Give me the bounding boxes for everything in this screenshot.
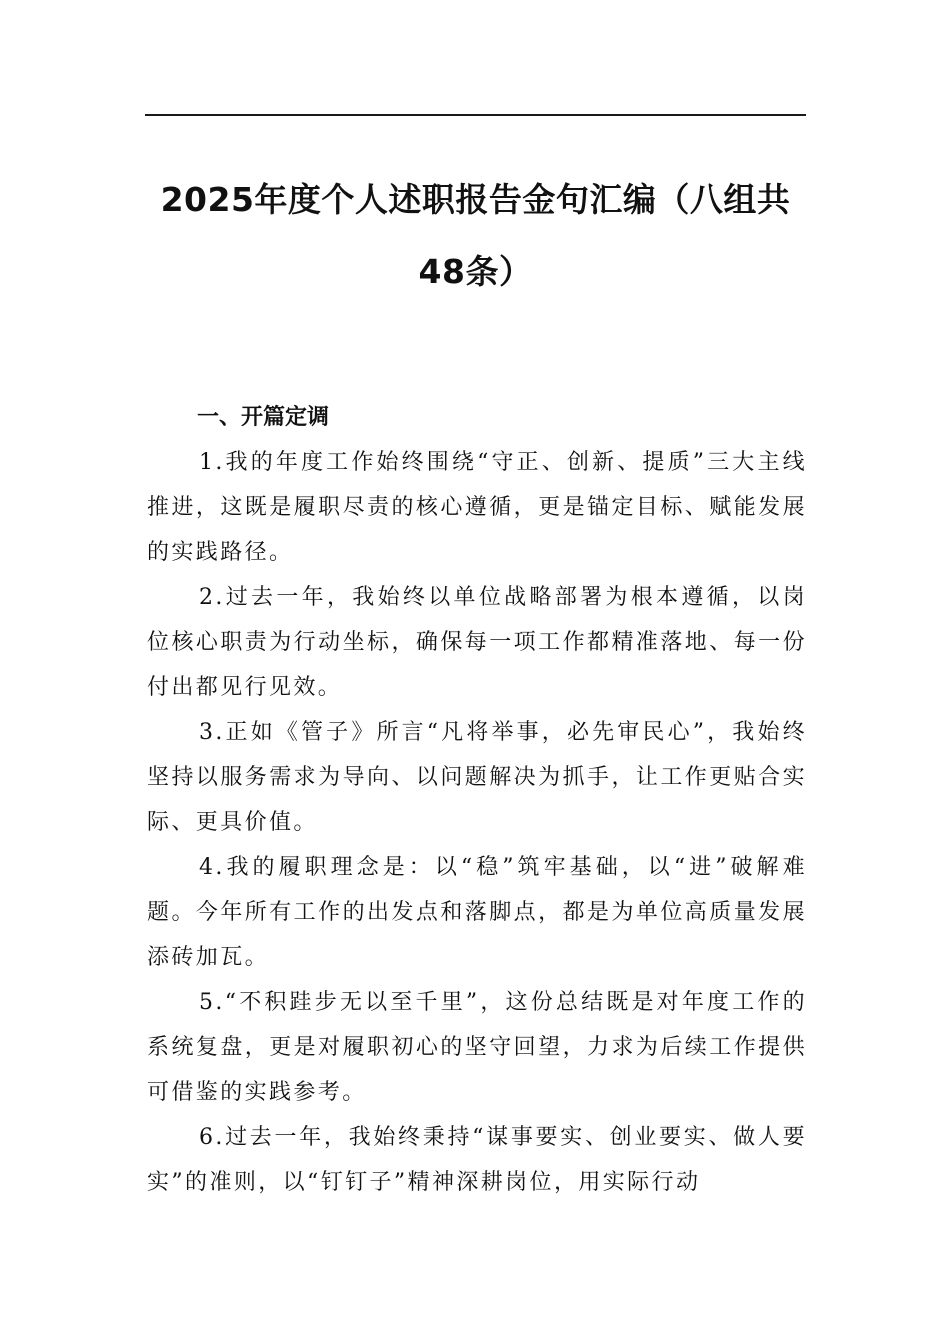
paragraph-5: 5.“不积跬步无以至千里”，这份总结既是对年度工作的系统复盘，更是对履职初心的坚守回望，力求为后续工作提供可借鉴的实践参考。: [147, 990, 807, 1105]
paragraph-1: 1.我的年度工作始终围绕“守正、创新、提质”三大主线推进，这既是履职尽责的核心遵循，更是锚定目标、赋能发展的实践路径。: [147, 450, 807, 565]
paragraph-2: 2.过去一年，我始终以单位战略部署为根本遵循，以岗位核心职责为行动坐标，确保每一项工作都精准落地、每一份付出都见行见效。: [147, 585, 807, 700]
document-body: [147, 396, 807, 1205]
section-heading: 一、开篇定调: [197, 405, 330, 430]
paragraph-4: 4.我的履职理念是：以“稳”筑牢基础，以“进”破解难题。今年所有工作的出发点和落脚点，都是为单位高质量发展添砖加瓦。: [147, 855, 807, 970]
paragraph-3: 3.正如《管子》所言“凡将举事，必先审民心”，我始终坚持以服务需求为导向、以问题解决为抓手，让工作更贴合实际、更具价值。: [147, 720, 807, 835]
paragraph-6: 6.过去一年，我始终秉持“谋事要实、创业要实、做人要实”的准则，以“钉钉子”精神深耕岗位，用实际行动: [147, 1125, 807, 1195]
document-title: 2025年度个人述职报告金句汇编（八组共48条）: [160, 180, 791, 291]
header-rule: [145, 114, 806, 116]
